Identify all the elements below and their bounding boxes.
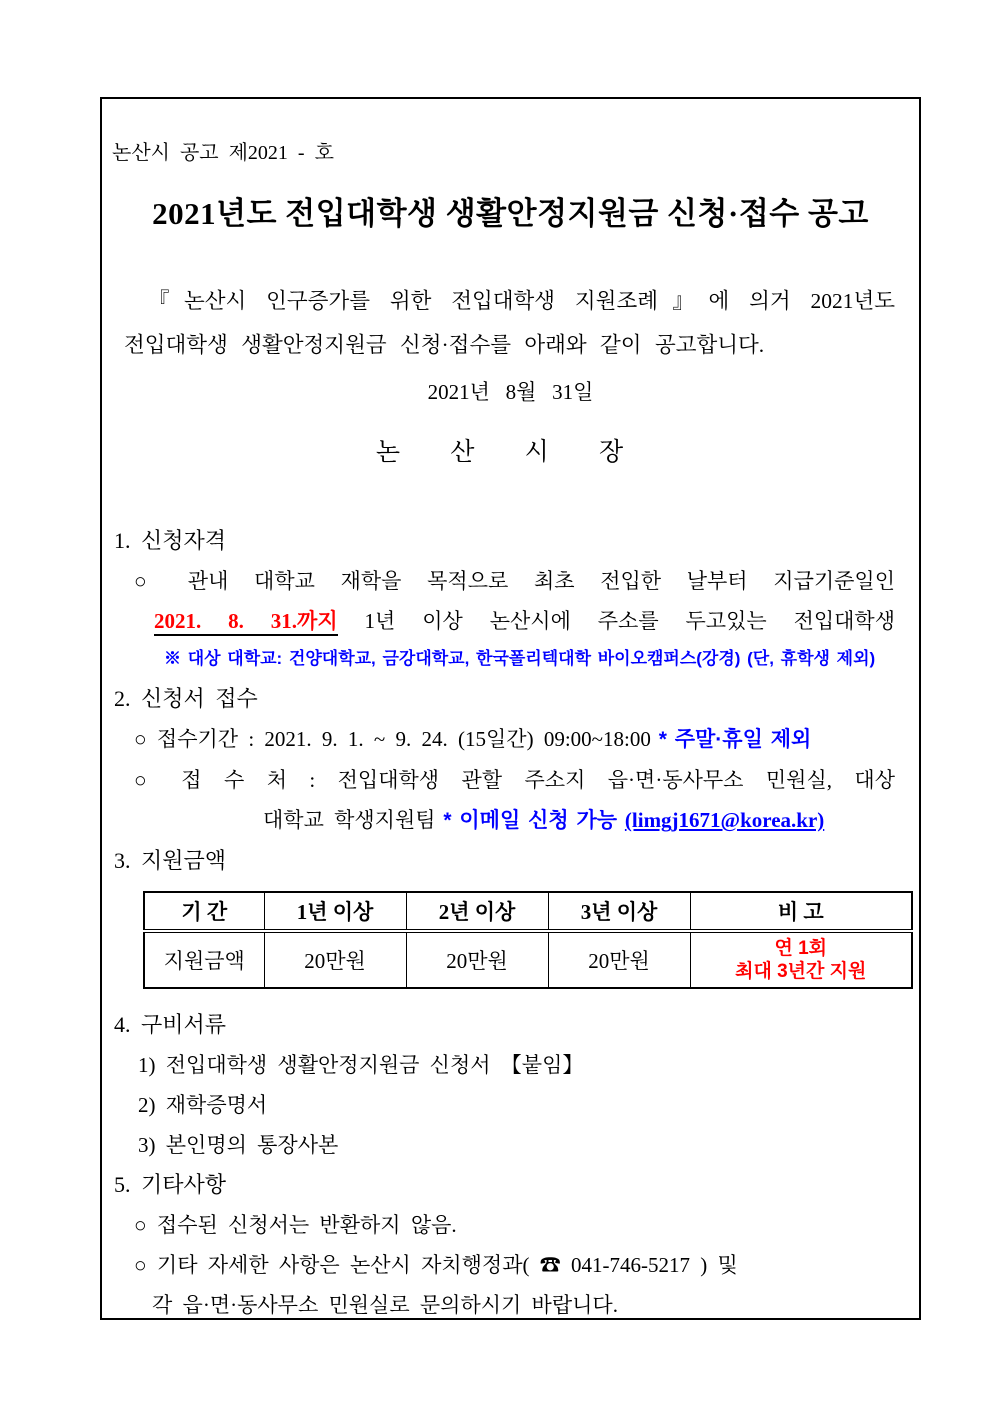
intro-paragraph (102, 279, 919, 367)
announcement-date: 2021년 8월 31일 (427, 380, 594, 404)
etc-note-1: ○ 접수된 신청서는 반환하지 않음. (134, 1213, 457, 1237)
eligibility-line-1: ○ 관내 대학교 재학을 목적으로 최초 전입한 날부터 지급기준일인 (134, 569, 895, 593)
remark-cell (690, 931, 912, 988)
row-label-cell: 지원금액 (144, 931, 264, 988)
document-item-1: 1) 전입대학생 생활안정지원금 신청서 【붙임】 (138, 1053, 584, 1077)
table-header-year1: 1년 이상 (264, 892, 406, 931)
amount-cell-year1: 20만원 (264, 931, 406, 988)
email-link[interactable]: (limgj1671@korea.kr) (624, 808, 825, 832)
signer-title: 논 산 시 장 (375, 439, 646, 466)
target-universities-note: ※ 대상 대학교: 건양대학교, 금강대학교, 한국폴리텍대학 바이오캠퍼스(강경) (단, 휴학생 제외) (164, 649, 876, 668)
document-item-3: 3) 본인명의 통장사본 (138, 1133, 339, 1157)
section-eligibility (102, 521, 919, 677)
page-title: 2021년도 전입대학생 생활안정지원금 신청·접수 공고 (152, 196, 869, 231)
announcement-sheet (100, 97, 921, 1320)
support-amount-table (143, 891, 913, 989)
document-item-2: 2) 재학증명서 (138, 1093, 268, 1117)
section-required-documents (102, 1005, 919, 1165)
section-etc (102, 1165, 919, 1320)
eligibility-line-2-rest: 1년 이상 논산시에 주소를 두고있는 전입대학생 (337, 609, 895, 633)
section-4-heading: 4. 구비서류 (114, 1012, 227, 1037)
reception-place-line-1: ○ 접 수 처 : 전입대학생 관할 주소지 읍·면·동사무소 민원실, 대상 (134, 768, 895, 792)
table-header-period: 기 간 (144, 892, 264, 931)
weekend-excluded-note: * 주말·휴일 제외 (650, 728, 812, 751)
etc-note-2-line-2: 각 읍·면·동사무소 민원실로 문의하시기 바랍니다. (152, 1293, 618, 1317)
eligibility-line-2 (102, 601, 919, 641)
amount-cell-year3: 20만원 (548, 931, 690, 988)
doc-number: 논산시 공고 제2021 - 호 (112, 142, 334, 164)
section-1-heading: 1. 신청자격 (114, 528, 227, 553)
section-application (102, 679, 919, 841)
reception-place-line-2 (102, 800, 919, 841)
section-3-heading: 3. 지원금액 (114, 848, 227, 873)
table-header-year2: 2년 이상 (406, 892, 548, 931)
email-apply-note: * 이메일 신청 가능 (435, 809, 625, 832)
section-5-heading: 5. 기타사항 (114, 1172, 227, 1197)
section-support-amount (102, 841, 919, 989)
table-header-year3: 3년 이상 (548, 892, 690, 931)
etc-note-2-line-1: ○ 기타 자세한 사항은 논산시 자치행정과( ☎ 041-746-5217 ) 및 (134, 1253, 738, 1277)
remark-line-1: 연 1회 (774, 938, 828, 959)
intro-line-2: 전입대학생 생활안정지원금 신청·접수를 아래와 같이 공고합니다. (124, 333, 765, 357)
remark-line-2: 최대 3년간 지원 (735, 961, 867, 982)
table-header-row (144, 892, 912, 931)
deadline-highlight: 2021. 8. 31.까지 (154, 609, 338, 636)
table-row (144, 931, 912, 988)
reception-place-text: 대학교 학생지원팀 (263, 808, 436, 832)
section-2-heading: 2. 신청서 접수 (114, 686, 258, 711)
amount-cell-year2: 20만원 (406, 931, 548, 988)
reception-period-line (102, 719, 919, 760)
table-header-remark: 비 고 (690, 892, 912, 931)
reception-period-text: ○ 접수기간 : 2021. 9. 1. ~ 9. 24. (15일간) 09:00~18:00 (134, 727, 651, 751)
intro-line-1: 『논산시 인구증가를 위한 전입대학생 지원조례』에 의거 2021년도 (148, 289, 895, 313)
